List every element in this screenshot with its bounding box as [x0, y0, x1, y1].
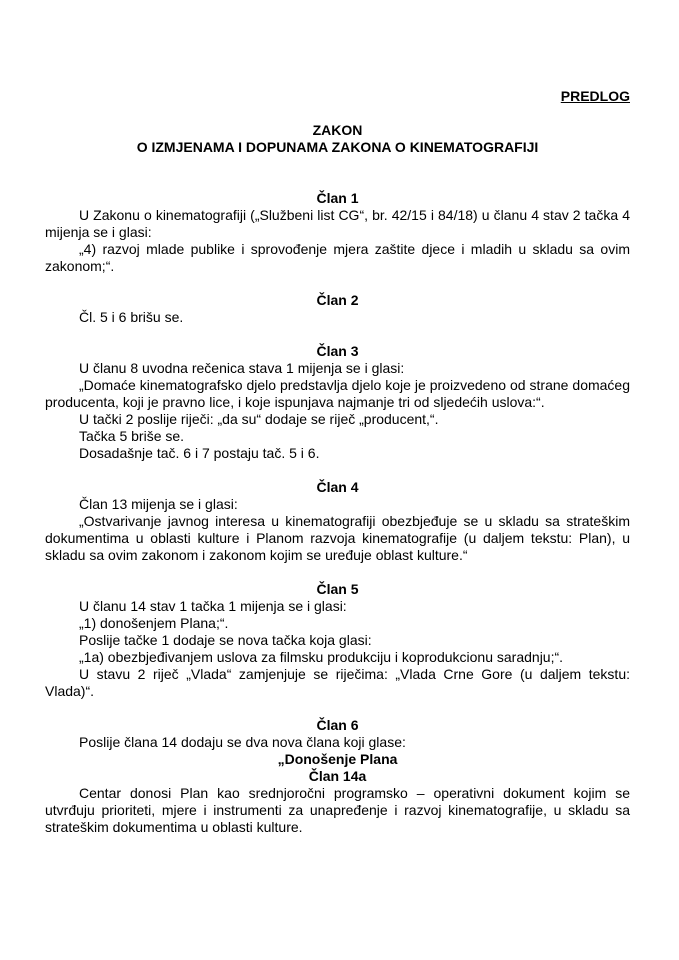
article-3: [45, 343, 630, 462]
article-1-heading: Član 1: [316, 190, 359, 206]
article-1: [45, 190, 630, 275]
article-5-paragraph-3: Poslije tačke 1 dodaje se nova tačka koja glasi:: [79, 632, 372, 648]
law-subtitle: O IZMJENAMA I DOPUNAMA ZAKONA O KINEMATOGRAFIJI: [136, 139, 539, 155]
article-5-paragraph-4: „1a) obezbjeđivanjem uslova za filmsku produkciju i koprodukcionu saradnju;“.: [79, 649, 564, 665]
article-5-paragraph-2: „1) donošenjem Plana;“.: [79, 615, 229, 631]
article-3-paragraph-2: „Domaće kinematografsko djelo predstavlja djelo koje je proizvedeno od strane domaćeg producenta, koji je pravno lice, i koje ispunjava najmanje tri od sljedećih uslova:“.: [45, 377, 630, 410]
article-2-heading: Član 2: [316, 292, 359, 308]
article-2-paragraph-1: Čl. 5 i 6 brišu se.: [79, 309, 184, 325]
article-6-paragraph-2: Centar donosi Plan kao srednjoročni programsko – operativni dokument kojim se utvrđuju prioriteti, mjere i instrumenti za unapređenje i razvoj kinematografije, u skladu sa strateškim dokumentima u oblasti kulture.: [45, 785, 630, 835]
article-3-paragraph-3: U tački 2 poslije riječi: „da su“ dodaje se riječ „producent,“.: [79, 411, 439, 427]
article-6: [45, 717, 630, 836]
article-1-paragraph-1: U Zakonu o kinematografiji („Službeni list CG“, br. 42/15 i 84/18) u članu 4 stav 2 tačka 4 mijenja se i glasi:: [45, 207, 630, 240]
article-4-paragraph-1: Član 13 mijenja se i glasi:: [79, 496, 238, 512]
article-3-heading: Član 3: [316, 343, 359, 359]
article-3-paragraph-1: U članu 8 uvodna rečenica stava 1 mijenja se i glasi:: [79, 360, 405, 376]
predlog-tag: [45, 88, 630, 105]
plan-subheading: „Donošenje Plana: [277, 751, 398, 767]
article-3-paragraph-4: Tačka 5 briše se.: [79, 428, 185, 444]
article-5-paragraph-1: U članu 14 stav 1 tačka 1 mijenja se i glasi:: [79, 598, 347, 614]
article-5-paragraph-5: U stavu 2 riječ „Vlada“ zamjenjuje se riječima: „Vlada Crne Gore (u daljem tekstu: Vlada)“.: [45, 666, 630, 699]
law-title: ZAKON: [312, 122, 363, 138]
article-14a-heading: Član 14a: [308, 768, 367, 784]
predlog-tag-text: PREDLOG: [560, 88, 630, 104]
article-5-heading: Član 5: [316, 581, 359, 597]
article-6-heading: Član 6: [316, 717, 359, 733]
article-1-paragraph-2: „4) razvoj mlade publike i sprovođenje mjera zaštite djece i mladih u skladu sa ovim zakonom;“.: [45, 241, 630, 274]
article-2: [45, 292, 630, 326]
article-4-paragraph-2: „Ostvarivanje javnog interesa u kinematografiji obezbjeđuje se u skladu sa strateškim dokumentima u oblasti kulture i Planom razvoja kinematografije (u daljem tekstu: Plan), u skladu sa ovim zakonom i zakonom kojim se uređuje oblast kulture.“: [45, 513, 630, 563]
article-5: [45, 581, 630, 700]
article-4: [45, 479, 630, 564]
law-title-block: [45, 122, 630, 156]
article-4-heading: Član 4: [316, 479, 359, 495]
article-3-paragraph-5: Dosadašnje tač. 6 i 7 postaju tač. 5 i 6.: [79, 445, 320, 461]
article-6-paragraph-1: Poslije člana 14 dodaju se dva nova člana koji glase:: [79, 734, 406, 750]
